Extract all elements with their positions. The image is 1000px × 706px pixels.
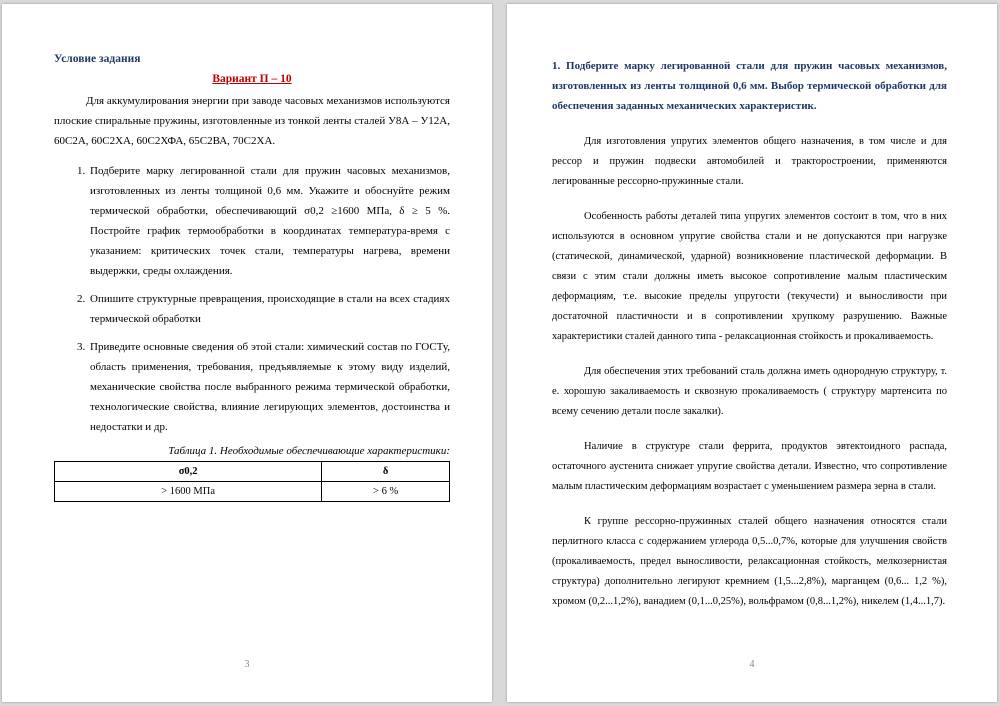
paragraph-3: Для обеспечения этих требований сталь должна иметь однородную структуру, т. е. хорошую закаливаемость и сквозную прокаливаемость ( структуру мартенсита по всему сечению детали после закалки). <box>552 366 947 417</box>
table-cell-delta: > 6 % <box>322 482 450 502</box>
section-heading: 1. Подберите марку легированной стали для пружин часовых механизмов, изготовленных из ленты толщиной 0,6 мм. Выбор термической обработки для обеспечения заданных механических характеристик. <box>552 60 947 112</box>
table-header-sigma: σ0,2 <box>55 462 322 482</box>
page-content <box>54 53 450 502</box>
variant-title: Вариант П – 10 <box>212 73 292 85</box>
paragraph-1: Для изготовления упругих элементов общего назначения, в том числе и для рессор и пружин подвески автомобилей и тракторостроении, применяются легированные рессорно-пружинные стали. <box>552 136 947 187</box>
table-caption: Таблица 1. Необходимые обеспечивающие характеристики: <box>168 445 450 457</box>
document-page-4 <box>507 4 997 702</box>
section-heading: Условие задания <box>54 53 141 65</box>
intro-paragraph: Для аккумулирования энергии при заводе часовых механизмов используются плоские спиральные пружины, изготовленные из тонкой ленты сталей У8А – У12А, 60С2А, 60С2ХА, 60С2ХФА, 65С2ВА, 70С2ХА. <box>54 95 450 147</box>
table-cell-sigma: > 1600 МПа <box>55 482 322 502</box>
task-item-2: 2. Опишите структурные превращения, происходящие в стали на всех стадиях термической обработки <box>88 289 450 329</box>
table-row <box>55 482 450 502</box>
paragraph-4: Наличие в структуре стали феррита, продуктов эвтектоидного распада, остаточного аустенита снижает упругие свойства детали. Известно, что сопротивление малым пластическим деформациям возрастает с уменьшением размера зерна в стали. <box>552 441 947 492</box>
table-header-row <box>55 462 450 482</box>
paragraph-5: К группе рессорно-пружинных сталей общего назначения относятся стали перлитного класса с содержанием углерода 0,5...0,7%, которые для улучшения свойств (прокаливаемость, предел выносливости, релаксационная стойкость, мелкозернистая структура) дополнительно легируют кремнием (1,5...2,8%), марганцем (0,6... 1,2 %), хромом (0,2...1,2%), ванадием (0,1...0,25%), вольфрамом (0,8...1,2%), никелем (1,4...1,7). <box>552 516 947 607</box>
paragraph-2: Особенность работы деталей типа упругих элементов состоит в том, что в них используются в основном упругие свойства стали и не допускаются при нагрузке (статической, динамической, ударной) возникновение пластической деформации. В связи с этим стали должны иметь высокое сопротивление малым пластическим деформациям, т.е. высокие пределы упругости (текучести) и выносливости при достаточной пластичности и в сопротивлении хрупкому разрушению. Важные характеристики сталей данного типа - релаксационная стойкость и прокаливаемость. <box>552 211 947 342</box>
page-content <box>552 56 947 627</box>
task-item-1: 1. Подберите марку легированной стали для пружин часовых механизмов, изготовленных из ленты толщиной 0,6 мм. Укажите и обоснуйте режим термической обработки, обеспечивающий σ0,2 ≥1600 МПа, δ ≥ 5 %. Постройте график термообработки в координатах температура-время с указанием: критических точек стали, температуры нагрева, времени выдержки, среды охлаждения. <box>88 161 450 281</box>
document-page-3 <box>2 4 492 702</box>
page-number: 3 <box>244 659 250 670</box>
task-item-3: 3. Приведите основные сведения об этой стали: химический состав по ГОСТу, область применения, требования, предъявляемые к этому виду изделий, механические свойства после выбранного режима термической обработки, технологические свойства, влияние легирующих элементов, достоинства и недостатки и др. <box>88 337 450 437</box>
page-number: 4 <box>749 659 755 670</box>
task-list <box>54 161 450 437</box>
requirements-table <box>54 461 450 502</box>
table-header-delta: δ <box>322 462 450 482</box>
